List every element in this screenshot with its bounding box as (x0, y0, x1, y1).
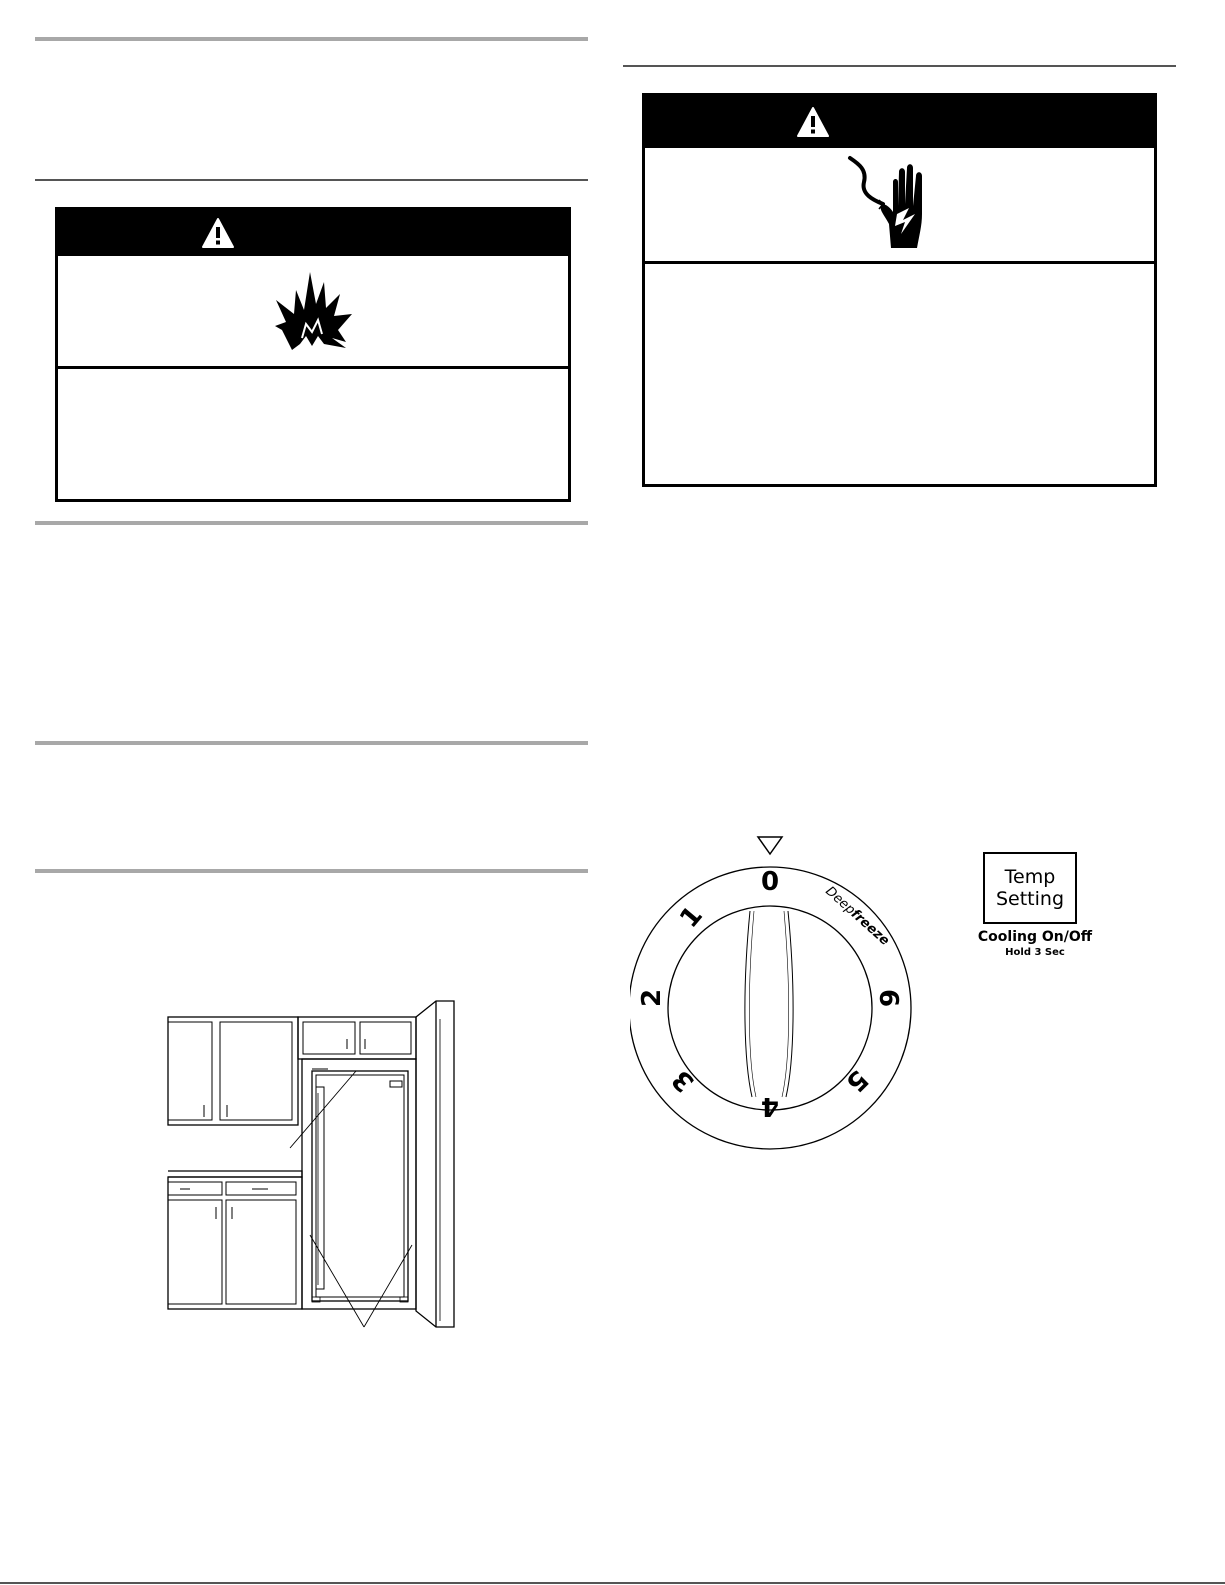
dial-graphic (630, 832, 920, 1152)
section-rule (35, 521, 588, 525)
hold-duration-label: Hold 3 Sec (1005, 947, 1065, 958)
dial-number: 5 (839, 1063, 874, 1098)
warning-divider (645, 261, 1154, 264)
dial-number: 2 (637, 988, 667, 1008)
warning-header-bar (645, 96, 1154, 148)
explosion-hazard-icon (268, 266, 358, 356)
temp-setting-button[interactable] (983, 852, 1077, 924)
section-rule (35, 37, 588, 41)
warning-header-bar (58, 210, 568, 256)
temp-setting-label: Setting (995, 888, 1065, 910)
warning-divider (58, 366, 568, 369)
dial-number: 3 (666, 1063, 701, 1098)
dial-number: 0 (760, 867, 780, 897)
section-rule (35, 179, 588, 181)
electric-shock-hand-icon (845, 154, 945, 254)
temp-setting-label: Temp (1004, 866, 1056, 888)
shock-warning-box (642, 93, 1157, 487)
warning-triangle-icon (201, 217, 235, 249)
explosion-warning-box (55, 207, 571, 502)
dial-number: 4 (760, 1091, 780, 1121)
freezer-installation-illustration (160, 995, 465, 1340)
temp-setting-control (965, 840, 1105, 980)
dial-number: 1 (674, 900, 709, 934)
cooling-on-off-label: Cooling On/Off (977, 929, 1093, 945)
section-rule (623, 65, 1176, 67)
section-rule (35, 741, 588, 745)
temperature-dial[interactable] (630, 832, 920, 1152)
page-bottom-rule (0, 1582, 1225, 1584)
warning-triangle-icon (796, 106, 830, 138)
deepfreeze-label: Deepfreeze (822, 883, 893, 949)
section-rule (35, 869, 588, 873)
dial-pointer-icon (758, 837, 782, 854)
dial-number: 6 (873, 988, 903, 1008)
